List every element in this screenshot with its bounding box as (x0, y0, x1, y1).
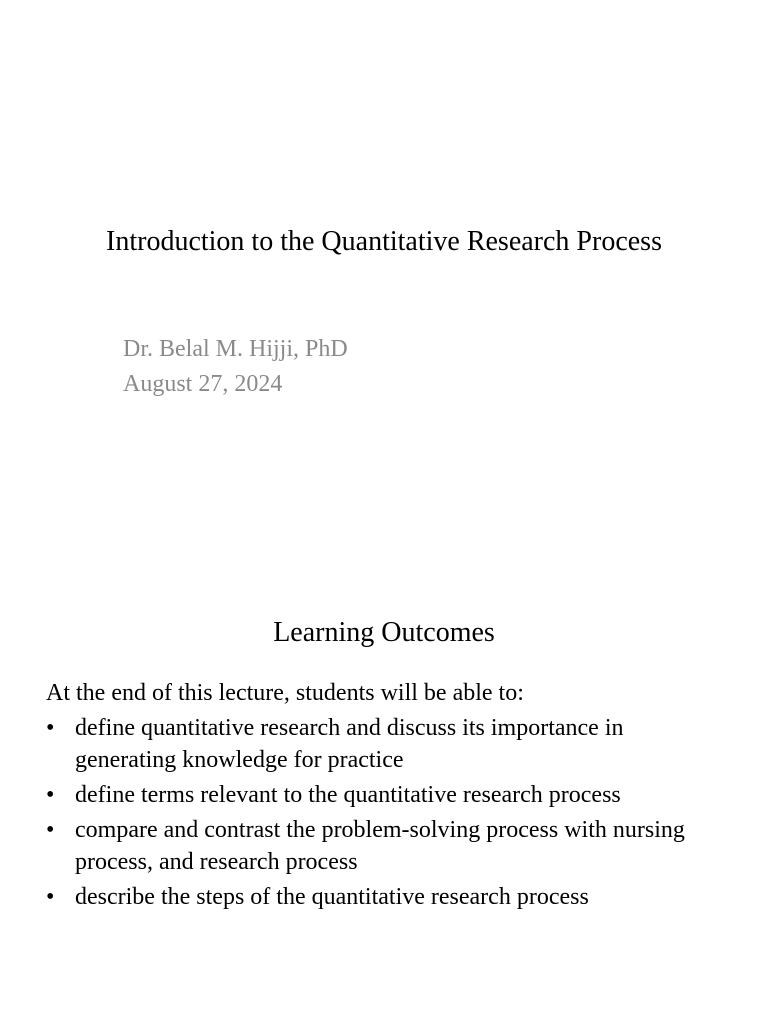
slide-subtitle (123, 332, 348, 402)
bullet-icon: • (46, 817, 55, 843)
list-item-text: describe the steps of the quantitative research process (75, 884, 589, 910)
slide-title: Introduction to the Quantitative Research Process (106, 226, 662, 257)
bullet-icon: • (46, 884, 55, 910)
bullet-icon: • (46, 782, 55, 808)
author-name: Dr. Belal M. Hijji, PhD (123, 336, 348, 362)
list-item (46, 814, 726, 878)
slide-heading: Learning Outcomes (273, 617, 495, 648)
outcomes-list (46, 712, 726, 916)
presentation-date: August 27, 2024 (123, 371, 283, 397)
list-item-text: define quantitative research and discuss its importance in generating knowledge for practice (75, 715, 624, 773)
bullet-icon: • (46, 715, 55, 741)
list-item (46, 712, 726, 776)
list-item (46, 881, 726, 913)
intro-text: At the end of this lecture, students will be able to: (46, 680, 524, 706)
list-item-text: define terms relevant to the quantitative research process (75, 782, 621, 808)
list-item-text: compare and contrast the problem-solving process with nursing process, and research process (75, 817, 685, 875)
list-item (46, 779, 726, 811)
learning-outcomes-slide (0, 512, 768, 1024)
